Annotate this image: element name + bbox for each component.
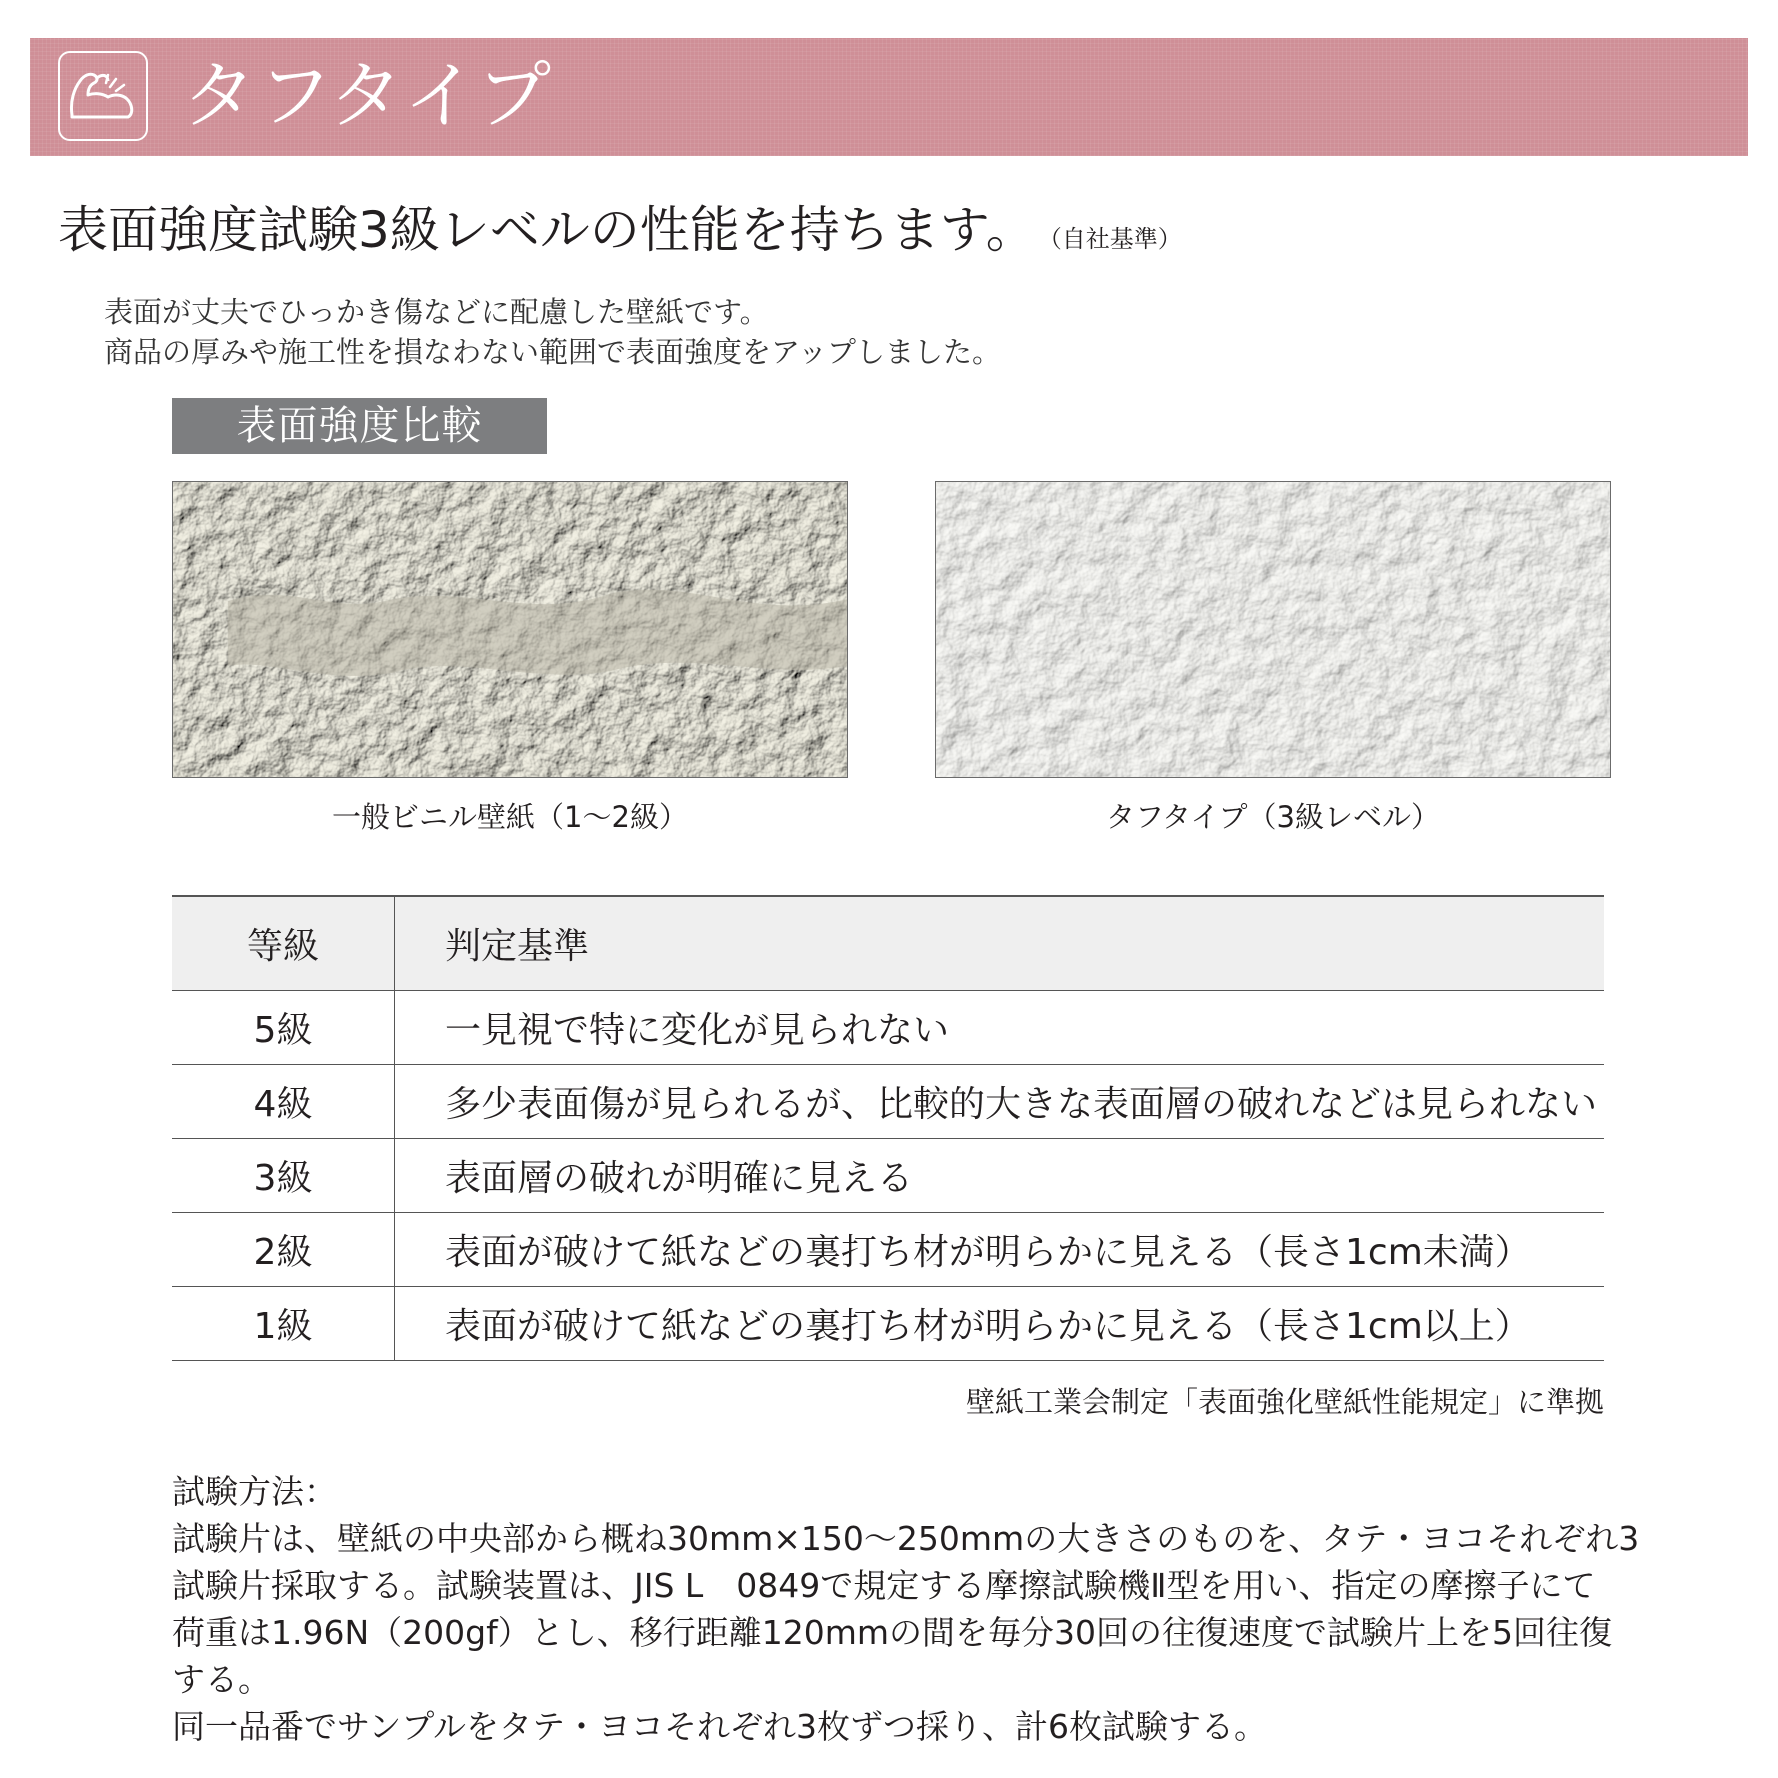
table-row — [172, 1139, 1604, 1213]
grade-cell: 3級 — [172, 1139, 395, 1213]
criterion-cell: 多少表面傷が見られるが、比較的大きな表面層の破れなどは見られない — [395, 1065, 1605, 1139]
test-method-title: 試験方法： — [172, 1472, 337, 1511]
sample-image-standard-vinyl — [172, 481, 848, 778]
grade-cell: 5級 — [172, 991, 395, 1065]
flexed-arm-icon — [58, 51, 148, 141]
criterion-cell: 表面が破けて紙などの裏打ち材が明らかに見える（長さ1cm未満） — [395, 1213, 1605, 1287]
table-header-row — [172, 896, 1604, 991]
standard-source-note: 壁紙工業会制定「表面強化壁紙性能規定」に準拠 — [965, 1385, 1604, 1419]
table-row — [172, 1287, 1604, 1361]
test-method-line: する。 — [172, 1660, 271, 1699]
intro-text — [104, 292, 1001, 372]
criterion-cell: 表面層の破れが明確に見える — [395, 1139, 1605, 1213]
test-method-line: 試験片採取する。試験装置は、JIS L 0849で規定する摩擦試験機Ⅱ型を用い、指定の摩擦子にて — [172, 1566, 1596, 1605]
criterion-cell: 表面が破けて紙などの裏打ち材が明らかに見える（長さ1cm以上） — [395, 1287, 1605, 1361]
sample-caption-tough: タフタイプ（3級レベル） — [1106, 800, 1440, 834]
grade-cell: 4級 — [172, 1065, 395, 1139]
header-banner — [30, 38, 1748, 156]
grade-cell: 1級 — [172, 1287, 395, 1361]
test-method — [172, 1468, 1640, 1750]
sample-image-tough-type — [935, 481, 1611, 778]
criterion-cell: 一見視で特に変化が見られない — [395, 991, 1605, 1065]
intro-line: 商品の厚みや施工性を損なわない範囲で表面強度をアップしました。 — [104, 335, 1001, 369]
test-method-line: 試験片は、壁紙の中央部から概ね30mm×150～250mmの大きさのものを、タテ・ヨコそれぞれ3 — [172, 1519, 1640, 1558]
intro-line: 表面が丈夫でひっかき傷などに配慮した壁紙です。 — [104, 295, 769, 329]
test-method-line: 同一品番でサンプルをタテ・ヨコそれぞれ3枚ずつ採り、計6枚試験する。 — [172, 1707, 1268, 1746]
comparison-label: 表面強度比較 — [172, 398, 547, 454]
table-row — [172, 1213, 1604, 1287]
grade-criteria-table — [172, 895, 1604, 1361]
headline-note: （自社基準） — [1049, 225, 1182, 253]
header-grade: 等級 — [172, 896, 395, 991]
table-row — [172, 991, 1604, 1065]
test-method-line: 荷重は1.96N（200gf）とし、移行距離120mmの間を毎分30回の往復速度で試験片上を5回往復 — [172, 1613, 1612, 1652]
table-row — [172, 1065, 1604, 1139]
headline-text: 表面強度試験3級レベルの性能を持ちます。 — [58, 201, 1036, 259]
sample-caption-standard: 一般ビニル壁紙（1～2級） — [332, 800, 688, 834]
headline — [58, 192, 1182, 277]
grade-cell: 2級 — [172, 1213, 395, 1287]
banner-title: タフタイプ — [182, 53, 554, 139]
header-criterion: 判定基準 — [395, 896, 1605, 991]
